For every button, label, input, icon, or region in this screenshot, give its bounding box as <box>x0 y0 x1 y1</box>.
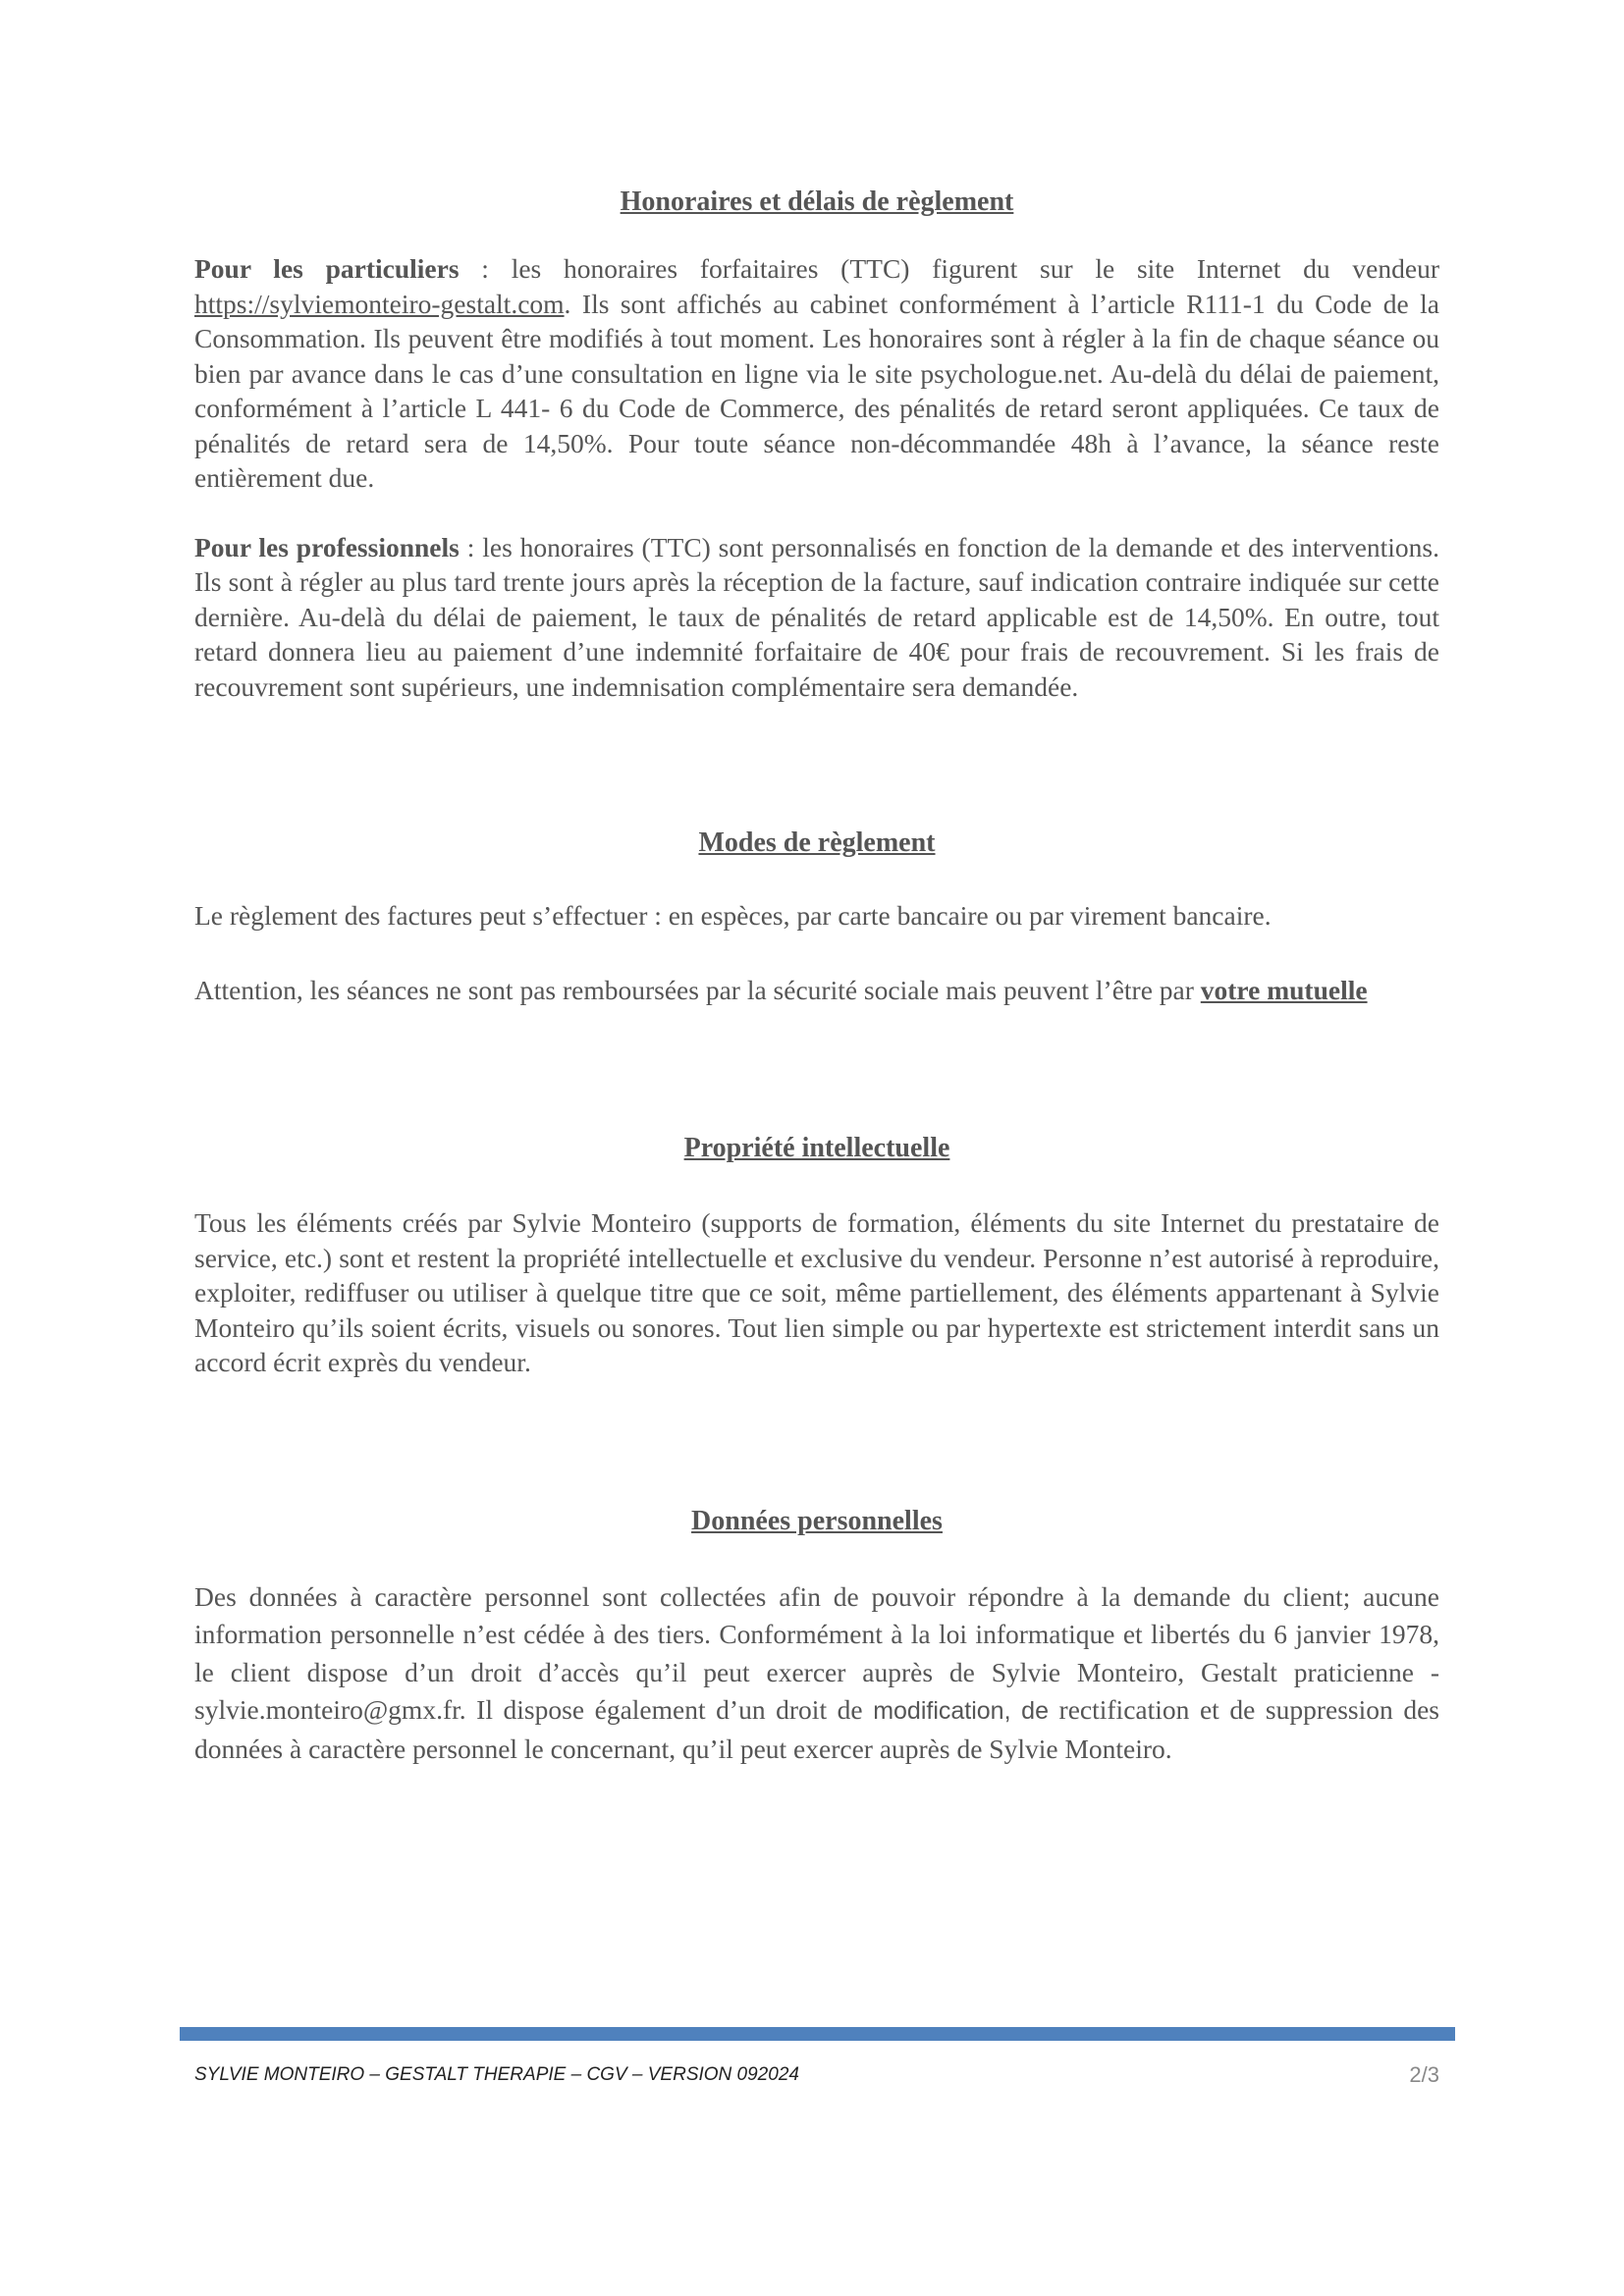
text-donnees-pre: Des données à caractère personnel sont collectées afin de pouvoir répondre à la demande du client; aucune information personnelle n’est cédée à des tiers. Conformément à la loi informatique et libertés du 6 janvier 1978, le client dispose d’un droit d’accès qu’il peut exercer auprès de Sylvie Monteiro, Gestalt praticienne - sylvie.monteiro@gmx.fr. Il dispose également d’un droit de <box>194 1580 1439 1725</box>
page-content <box>194 187 1439 1768</box>
label-particuliers: Pour les particuliers <box>194 253 460 284</box>
paragraph-mutuelle <box>194 973 1439 1008</box>
text-donnees-sans: modification, de <box>873 1697 1049 1725</box>
section-title-donnees: Données personnelles <box>691 1505 943 1536</box>
footer-page-number: 2/3 <box>1409 2062 1439 2087</box>
footer-divider-bar <box>180 2027 1455 2041</box>
section-title-honoraires: Honoraires et délais de règlement <box>620 187 1014 217</box>
paragraph-professionnels <box>194 530 1439 705</box>
paragraph-donnees <box>194 1578 1439 1769</box>
paragraph-modes-reglement: Le règlement des factures peut s’effectuer : en espèces, par carte bancaire ou par virement bancaire. <box>194 900 1272 931</box>
paragraph-propriete: Tous les éléments créés par Sylvie Monteiro (supports de formation, éléments du site Internet du prestataire de service, etc.) sont et restent la propriété intellectuelle et exclusive du vendeur. Personne n’est autorisé à reproduire, exploiter, rediffuser ou utiliser à quelque titre que ce soit, même partiellement, des éléments appartenant à Sylvie Monteiro qu’ils soient écrits, visuels ou sonores. Tout lien simple ou par hypertexte est strictement interdit sans un accord écrit exprès du vendeur. <box>194 1207 1439 1377</box>
text-particuliers-pre: : les honoraires forfaitaires (TTC) figurent sur le site Internet du vendeur <box>459 253 1439 284</box>
website-link[interactable]: https://sylviemonteiro-gestalt.com <box>194 288 565 319</box>
mutuelle-link[interactable]: votre mutuelle <box>1200 974 1368 1005</box>
text-particuliers-post: . Ils sont affichés au cabinet conformément à l’article R111-1 du Code de la Consommation. Ils peuvent être modifiés à tout moment. Les honoraires sont à régler à la fin de chaque séance ou bien par avance dans le cas d’une consultation en ligne via le site psychologue.net. Au-delà du délai de paiement, conformément à l’article L 441- 6 du Code de Commerce, des pénalités de retard seront appliquées. Ce taux de pénalités de retard sera de 14,50%. Pour toute séance non-décommandée 48h à l’avance, la séance reste entièrement due. <box>194 288 1439 493</box>
paragraph-particuliers <box>194 251 1439 496</box>
text-mutuelle-pre: Attention, les séances ne sont pas remboursées par la sécurité sociale mais peuvent l’être par <box>194 974 1201 1005</box>
text-donnees-post: rectification et de suppression des données à caractère personnel le concernant, qu’il peut exercer auprès de Sylvie Monteiro. <box>194 1694 1439 1764</box>
label-professionnels: Pour les professionnels <box>194 531 460 562</box>
footer-document-title: SYLVIE MONTEIRO – GESTALT THERAPIE – CGV – VERSION 092024 <box>194 2064 799 2085</box>
section-title-modes: Modes de règlement <box>698 828 936 858</box>
section-title-propriete: Propriété intellectuelle <box>683 1133 950 1163</box>
text-professionnels: : les honoraires (TTC) sont personnalisés en fonction de la demande et des interventions. Ils sont à régler au plus tard trente jours après la réception de la facture, sauf indication contraire indiquée sur cette dernière. Au-delà du délai de paiement, le taux de pénalités de retard applicable est de 14,50%. En outre, tout retard donnera lieu au paiement d’une indemnité forfaitaire de 40€ pour frais de recouvrement. Si les frais de recouvrement sont supérieurs, une indemnisation complémentaire sera demandée. <box>194 531 1440 702</box>
